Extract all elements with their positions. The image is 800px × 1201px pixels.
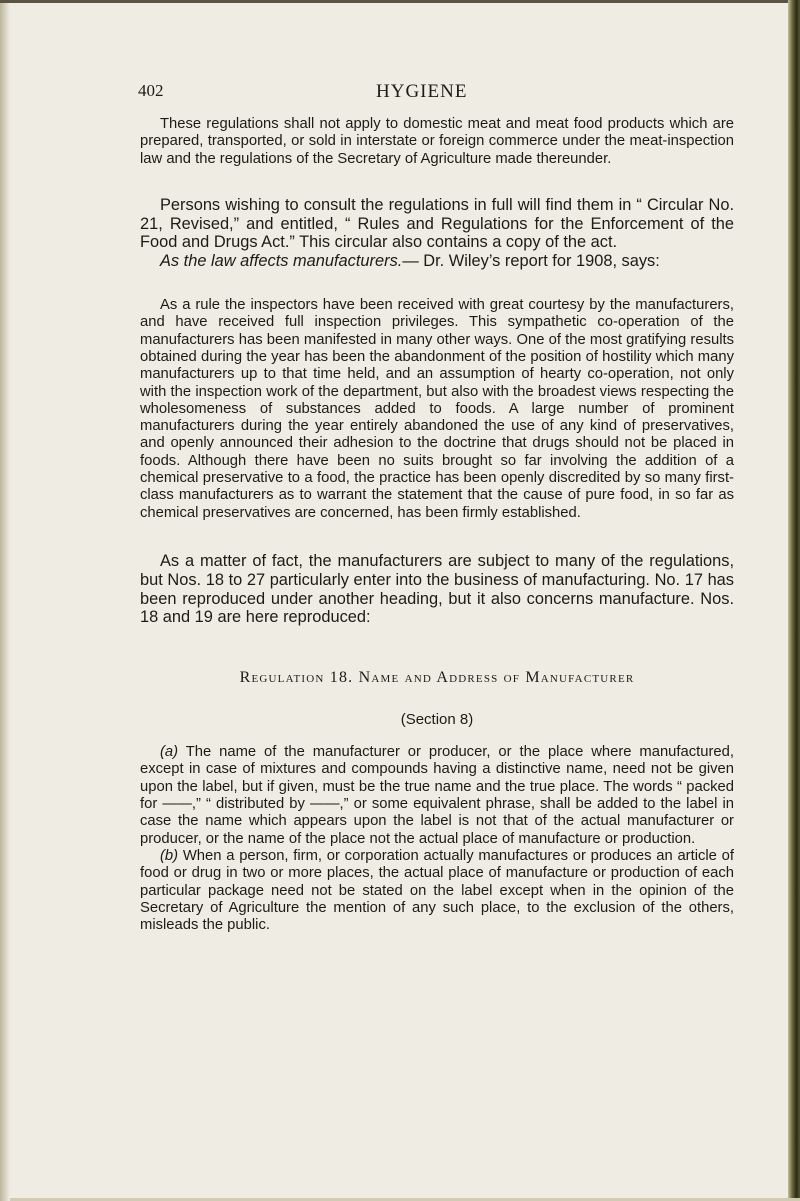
page-number: 402 <box>138 81 164 100</box>
paragraph-manufacturers-subject: As a matter of fact, the manufacturers are subject to many of the regulations, but Nos. 18 to 27 particularly enter into the business of manufacturing. No. 17 has been reproduced under another heading, but it also concerns manufacture. Nos. 18 and 19 are here reproduced: <box>140 551 734 627</box>
regulation-section-ref: (Section 8) <box>400 711 474 729</box>
clause-b-label: (b) <box>160 847 179 864</box>
wiley-report-quote: As a rule the inspectors have been received with great courtesy by the manufacturers, and have received full inspection privileges. This sympathetic co-operation of the manufacturers has been manifested in many other ways. One of the most gratifying results obtained during the year has been the abandonment of the position of hostility which many manufacturers up to that time held, and an assumption of hearty co-operation, not only with the inspection work of the department, but also with the broadest views respecting the wholesomeness of substances added to foods. A large number of prominent manufacturers during the year entirely abandoned the use of any kind of preservatives, and openly announced their adhesion to the doctrine that drugs should not be placed in foods. Although there have been no suits brought so far involving the addition of a chemical preservative to a food, the practice has been openly discredited by so many first-class manufacturers as to warrant the statement that the cause of pure food, in so far as chemical preservatives are concerned, has been firmly established. <box>140 297 734 521</box>
clause-a-text: The name of the manufacturer or producer, or the place where manufactured, except in case of mixtures and compounds having a distinctive name, need not be given upon the label, but if given, must be the true name and the true place. The words “ packed for ——,” “ distributed by ——,” or some equivalent phrase, shall be added to the label in case the name which appears upon the label is not that of the actual manufacturer or producer, or the name of the place not the actual place of manufacture or production. <box>140 744 734 847</box>
page-body <box>140 116 734 934</box>
book-spine-edge <box>788 0 800 1198</box>
clause-a-label: (a) <box>160 744 179 761</box>
regulation-18-title: Regulation 18. Name and Address of Manufacturer <box>239 669 635 687</box>
page-header-title: HYGIENE <box>376 81 468 102</box>
paragraph-law-affects <box>140 252 734 271</box>
clause-b-text: When a person, firm, or corporation actually manufactures or produces an article of food or drug in two or more places, the actual place of manufacture or production of each particular package need not be stated on the label except when in the opinion of the Secretary of Agriculture the mention of any such place, to the exclusion of the others, misleads the public. <box>140 847 734 934</box>
law-affects-heading: As the law affects manufacturers. <box>160 252 403 271</box>
paragraph-consult-regulations: Persons wishing to consult the regulations in full will find them in “ Circular No. 21, Revised,” and entitled, “ Rules and Regulations for the Enforcement of the Food and Drugs Act.” This circular also contains a copy of the act. <box>140 195 734 252</box>
running-head <box>0 77 790 107</box>
regulation-clause-a <box>140 744 734 848</box>
paragraph-exemption: These regulations shall not apply to domestic meat and meat food products which are prepared, transported, or sold in interstate or foreign commerce under the meat-inspection law and the regulations of the Secretary of Agriculture made thereunder. <box>140 116 734 167</box>
law-affects-text: — Dr. Wiley’s report for 1908, says: <box>402 252 660 271</box>
page-gutter-shadow <box>0 3 10 1201</box>
regulation-clause-b <box>140 848 734 934</box>
